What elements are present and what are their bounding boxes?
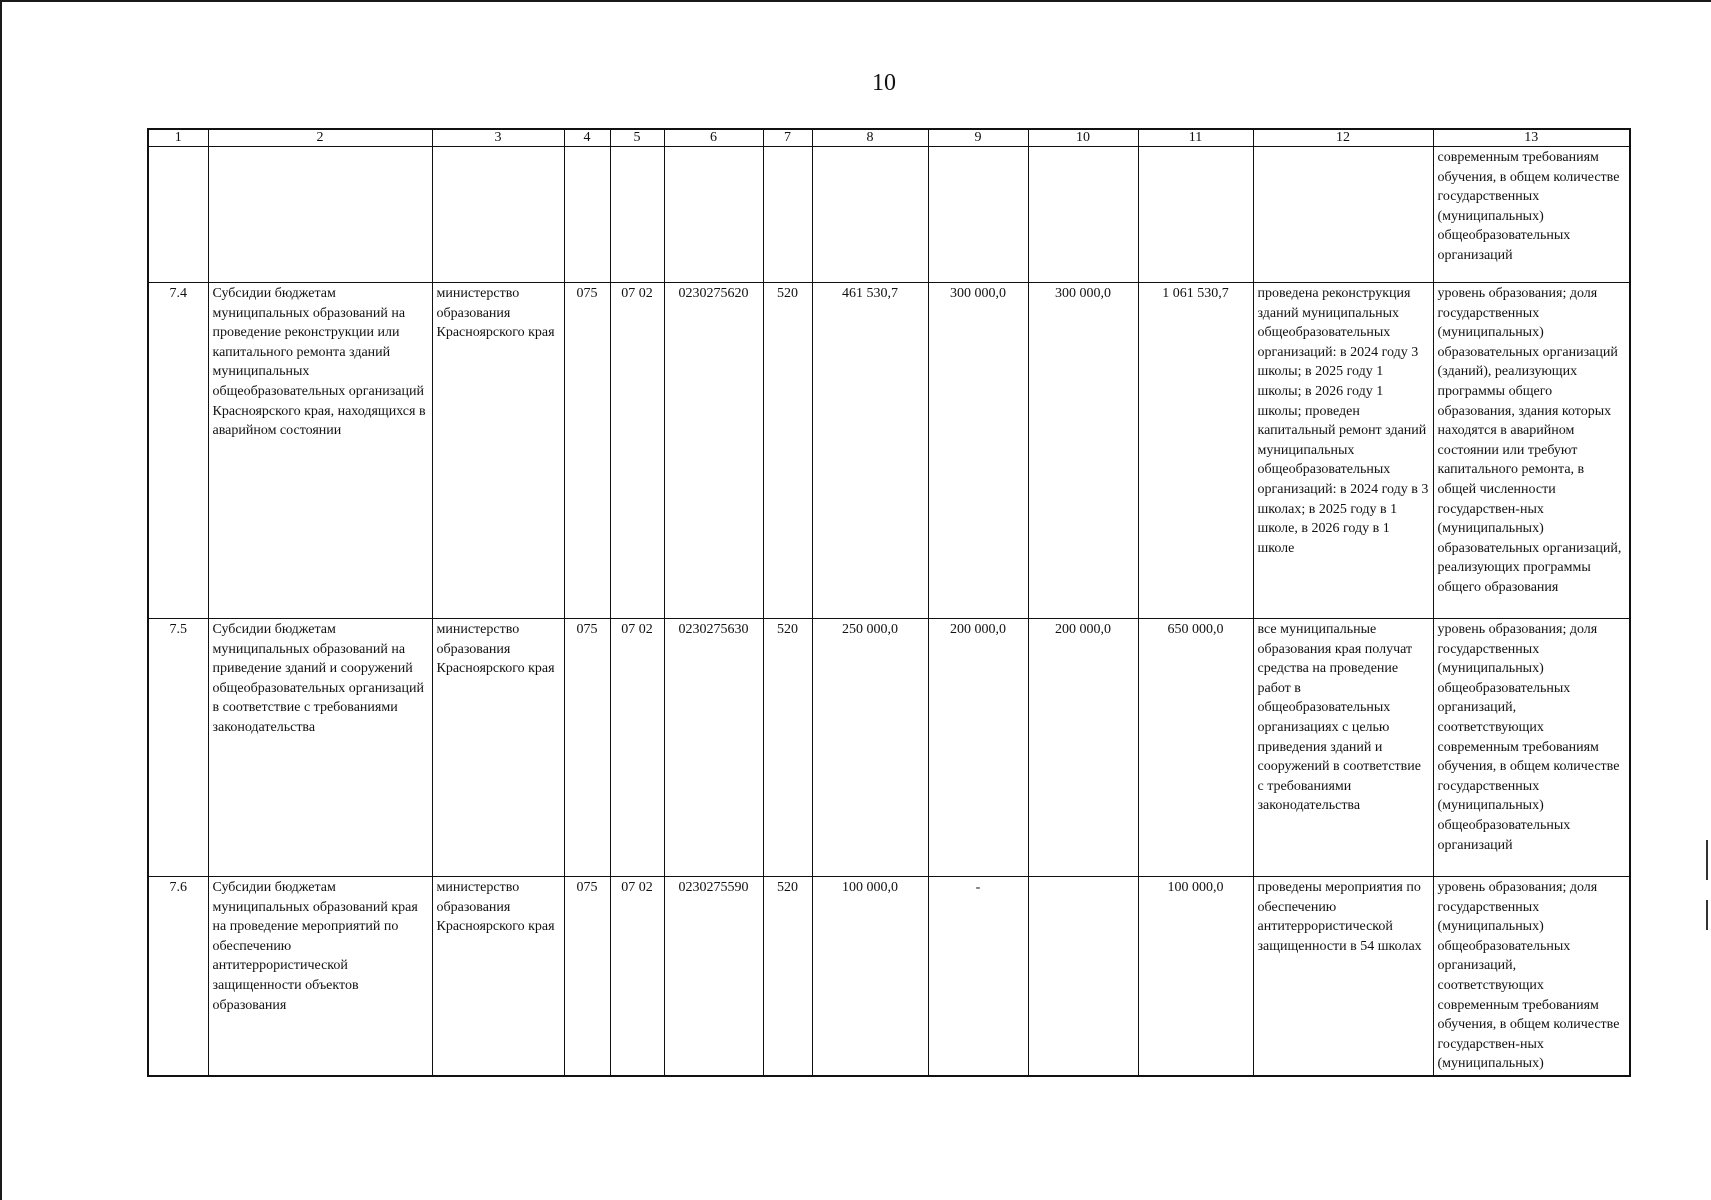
target-article: 0230275590: [664, 877, 763, 1076]
scan-edge-left: [0, 0, 2, 1200]
measure-name: Субсидии бюджетам муниципальных образований на приведение зданий и сооружений общеобразовательных организаций в соответствие с требованиями законодательства: [208, 619, 432, 877]
row-number: 7.4: [148, 283, 208, 619]
measure-name: Субсидии бюджетам муниципальных образований на проведение реконструкции или капитального ремонта зданий муниципальных общеобразовательных организаций Красноярского края, находящихся в аварийном состоянии: [208, 283, 432, 619]
budget-table: [147, 128, 1631, 1077]
executor: министерство образования Красноярского края: [432, 877, 564, 1076]
section-code: 07 02: [610, 877, 664, 1076]
executor: министерство образования Красноярского края: [432, 283, 564, 619]
indicator-cell: уровень образования; доля государственных (муниципальных) общеобразовательных организаций, соответствующих современным требованиям обучения, в общем количестве государствен-ных (муниципальных): [1433, 877, 1630, 1076]
row-number: 7.6: [148, 877, 208, 1076]
amount-2025: 200 000,0: [928, 619, 1028, 877]
section-code: 07 02: [610, 619, 664, 877]
amount-2026: [1028, 877, 1138, 1076]
grbs-code: 075: [564, 877, 610, 1076]
amount-2024: 461 530,7: [812, 283, 928, 619]
expected-result: проведена реконструкция зданий муниципальных общеобразовательных организаций: в 2024 году 3 школы; в 2025 году 1 школы; в 2026 году 1 школы; проведен капитальный ремонт зданий муниципальных общеобразовательных организаций: в 2024 году в 3 школах; в 2025 году в 1 школе, в 2026 году в 1 школе: [1253, 283, 1433, 619]
amount-2024: 250 000,0: [812, 619, 928, 877]
margin-mark: [1706, 840, 1708, 880]
continuation-row: [148, 147, 1630, 283]
table-row: [148, 283, 1630, 619]
table-row: [148, 877, 1630, 1076]
column-number-row: [148, 129, 1630, 147]
expected-result: проведены мероприятия по обеспечению антитеррористической защищенности в 54 школах: [1253, 877, 1433, 1076]
column-header: 8: [812, 129, 928, 147]
column-header: 7: [763, 129, 812, 147]
column-header: 5: [610, 129, 664, 147]
amount-total: 650 000,0: [1138, 619, 1253, 877]
table-row: [148, 619, 1630, 877]
margin-mark: [1706, 900, 1708, 930]
expense-type: 520: [763, 283, 812, 619]
indicator-cell: уровень образования; доля государственных (муниципальных) образовательных организаций (зданий), реализующих программы общего образования, здания которых находятся в аварийном состоянии или требуют капитального ремонта, в общей численности государствен-ных (муниципальных) образовательных организаций, реализующих программы общего образования: [1433, 283, 1630, 619]
measure-name: Субсидии бюджетам муниципальных образований края на проведение мероприятий по обеспечению антитеррористической защищенности объектов образования: [208, 877, 432, 1076]
indicator-cell: уровень образования; доля государственных (муниципальных) общеобразовательных организаций, соответствующих современным требованиям обучения, в общем количестве государственных (муниципальных) общеобразовательных организаций: [1433, 619, 1630, 877]
expense-type: 520: [763, 619, 812, 877]
target-article: 0230275630: [664, 619, 763, 877]
indicator-cell: современным требованиям обучения, в общем количестве государственных (муниципальных) общеобразовательных организаций: [1433, 147, 1630, 283]
column-header: 9: [928, 129, 1028, 147]
grbs-code: 075: [564, 283, 610, 619]
scan-edge-top: [0, 0, 1711, 2]
column-header: 10: [1028, 129, 1138, 147]
target-article: 0230275620: [664, 283, 763, 619]
grbs-code: 075: [564, 619, 610, 877]
page-number: 10: [872, 70, 896, 96]
expense-type: 520: [763, 877, 812, 1076]
column-header: 3: [432, 129, 564, 147]
amount-2024: 100 000,0: [812, 877, 928, 1076]
section-code: 07 02: [610, 283, 664, 619]
column-header: 6: [664, 129, 763, 147]
column-header: 12: [1253, 129, 1433, 147]
column-header: 13: [1433, 129, 1630, 147]
executor: министерство образования Красноярского края: [432, 619, 564, 877]
amount-2025: 300 000,0: [928, 283, 1028, 619]
column-header: 4: [564, 129, 610, 147]
row-number: 7.5: [148, 619, 208, 877]
amount-2025: -: [928, 877, 1028, 1076]
column-header: 2: [208, 129, 432, 147]
amount-total: 100 000,0: [1138, 877, 1253, 1076]
column-header: 11: [1138, 129, 1253, 147]
amount-total: 1 061 530,7: [1138, 283, 1253, 619]
column-header: 1: [148, 129, 208, 147]
amount-2026: 300 000,0: [1028, 283, 1138, 619]
amount-2026: 200 000,0: [1028, 619, 1138, 877]
expected-result: все муниципальные образования края получат средства на проведение работ в общеобразовательных организациях с целью приведения зданий и сооружений в соответствие с требованиями законодательства: [1253, 619, 1433, 877]
